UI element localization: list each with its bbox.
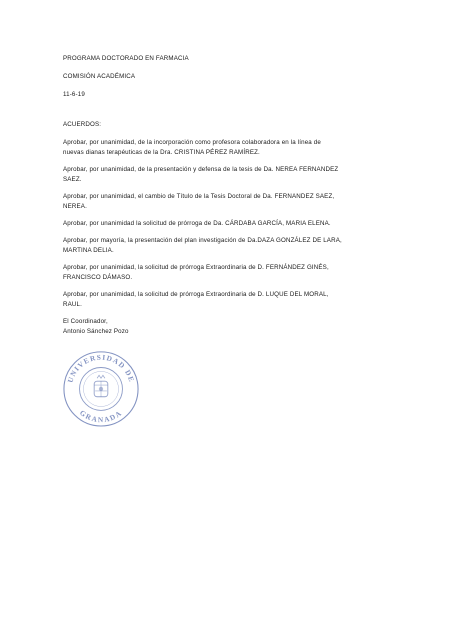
svg-text:UNIVERSIDAD DE bbox=[65, 353, 136, 384]
agreement-line: Aprobar, por unanimidad, la solicitud de prórroga Extraordinaria de D. LUQUE DEL MORAL, bbox=[63, 291, 329, 298]
document-body bbox=[63, 54, 393, 337]
agreement-item bbox=[63, 236, 393, 256]
meeting-date: 11-6-19 bbox=[63, 91, 85, 98]
agreement-line: RAUL. bbox=[63, 301, 82, 308]
agreement-line: Aprobar, por unanimidad la solicitud de prórroga de Da. CÁRDABA GARCÍA, MARIA ELENA. bbox=[63, 220, 331, 227]
agreement-line: NEREA. bbox=[63, 203, 87, 210]
agreement-item bbox=[63, 138, 393, 158]
university-seal-stamp bbox=[62, 346, 140, 428]
seal-graphic bbox=[62, 346, 140, 428]
agreement-item bbox=[63, 165, 393, 185]
agreement-item bbox=[63, 192, 393, 212]
committee-title: COMISIÓN ACADÉMICA bbox=[63, 73, 136, 80]
agreement-line: Aprobar, por unanimidad, el cambio de Título de la Tesis Doctoral de Da. FERNANDEZ SAEZ, bbox=[63, 193, 335, 200]
agreement-line: Aprobar, por unanimidad, de la incorporación como profesora colaboradora en la línea de bbox=[63, 139, 321, 146]
agreement-line: SAEZ. bbox=[63, 176, 82, 183]
agreement-line: Aprobar, por unanimidad, de la presentación y defensa de la tesis de Da. NEREA FERNANDEZ bbox=[63, 166, 339, 173]
agreement-item bbox=[63, 290, 393, 310]
agreement-line: Aprobar, por unanimidad, la solicitud de prórroga Extraordinaria de D. FERNÁNDEZ GINÉS, bbox=[63, 264, 329, 271]
seal-text-top: UNIVERSIDAD DE bbox=[65, 352, 137, 384]
agreement-line: nuevas dianas terapéuticas de la Dra. CRISTINA PÉREZ RAMÍREZ. bbox=[63, 149, 260, 156]
seal-text-bottom: GRANADA bbox=[78, 408, 124, 425]
agreement-item bbox=[63, 263, 393, 283]
signatory-name: Antonio Sánchez Pozo bbox=[63, 328, 129, 335]
agreements-heading: ACUERDOS: bbox=[63, 121, 102, 128]
agreement-line: MARTINA DELIA. bbox=[63, 247, 114, 254]
agreement-line: Aprobar, por mayoría, la presentación del plan investigación de Da.DAZA GONZÁLEZ DE LARA, bbox=[63, 237, 342, 244]
agreement-line: FRANCISCO DÁMASO. bbox=[63, 274, 133, 281]
signatory-title: El Coordinador, bbox=[63, 318, 108, 325]
program-title: PROGRAMA DOCTORADO EN FARMACIA bbox=[63, 55, 189, 62]
signature-block bbox=[63, 317, 393, 337]
agreement-item bbox=[63, 219, 393, 229]
